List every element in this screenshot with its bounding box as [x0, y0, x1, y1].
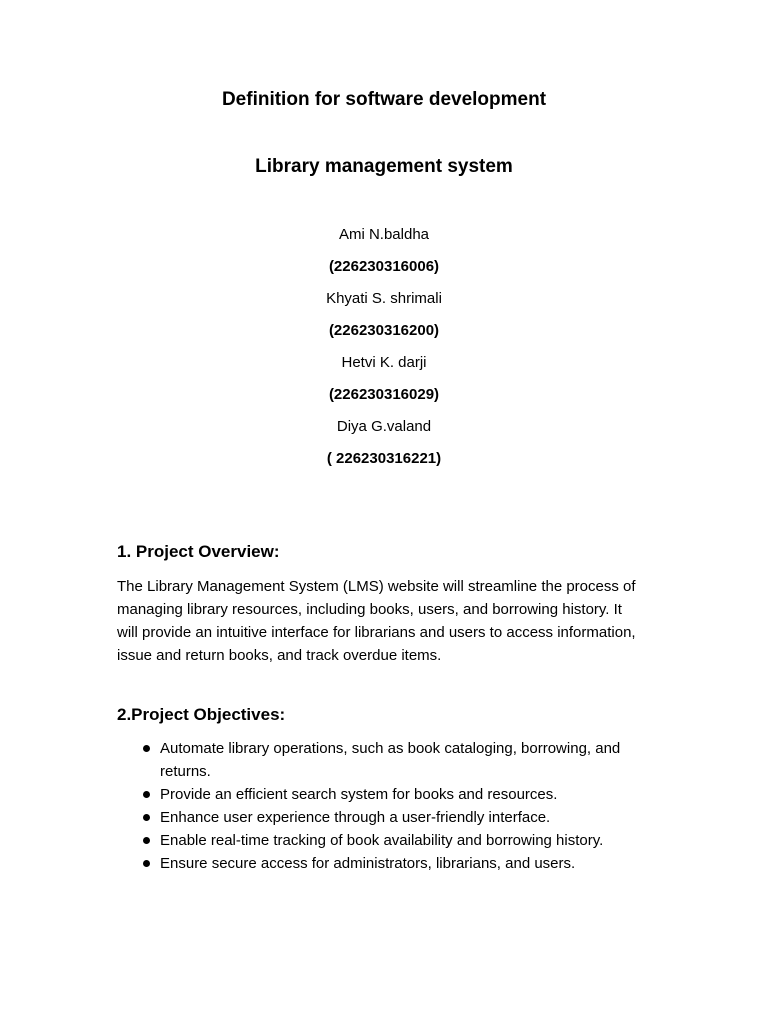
- bullet-icon: [143, 860, 150, 867]
- author-id: (226230316029): [328, 386, 440, 403]
- list-item-text: Provide an efficient search system for books and resources.: [160, 786, 558, 803]
- section-heading-objectives: 2.Project Objectives:: [117, 705, 286, 724]
- paragraph-line: issue and return books, and track overdue items.: [117, 647, 442, 664]
- author-name: Diya G.valand: [336, 418, 432, 435]
- overview-paragraph: [117, 575, 662, 667]
- paragraph-line: The Library Management System (LMS) website will streamline the process of: [117, 578, 636, 595]
- bullet-icon: [143, 745, 150, 752]
- paragraph-line: will provide an intuitive interface for librarians and users to access information,: [117, 624, 636, 641]
- section-heading-overview: 1. Project Overview:: [117, 542, 280, 561]
- objectives-list: [117, 737, 662, 875]
- bullet-icon: [143, 837, 150, 844]
- list-item: [117, 783, 662, 806]
- list-item: [117, 829, 662, 852]
- document-title: Definition for software development: [221, 89, 547, 110]
- list-item: [117, 852, 662, 875]
- author-id: (226230316200): [328, 322, 440, 339]
- list-item-text: Enable real-time tracking of book availability and borrowing history.: [160, 832, 604, 849]
- author-id: ( 226230316221): [326, 450, 442, 467]
- list-item-text: Automate library operations, such as book cataloging, borrowing, and returns.: [160, 740, 621, 780]
- list-item: [117, 737, 662, 783]
- list-item: [117, 806, 662, 829]
- document-subtitle: Library management system: [255, 156, 513, 177]
- author-name: Ami N.baldha: [338, 226, 430, 243]
- bullet-icon: [143, 814, 150, 821]
- bullet-icon: [143, 791, 150, 798]
- author-id: (226230316006): [328, 258, 440, 275]
- list-item-text: Ensure secure access for administrators, librarians, and users.: [160, 855, 576, 872]
- paragraph-line: managing library resources, including books, users, and borrowing history. It: [117, 601, 622, 618]
- list-item-text: Enhance user experience through a user-friendly interface.: [160, 809, 551, 826]
- author-name: Khyati S. shrimali: [326, 290, 442, 307]
- author-name: Hetvi K. darji: [341, 354, 427, 371]
